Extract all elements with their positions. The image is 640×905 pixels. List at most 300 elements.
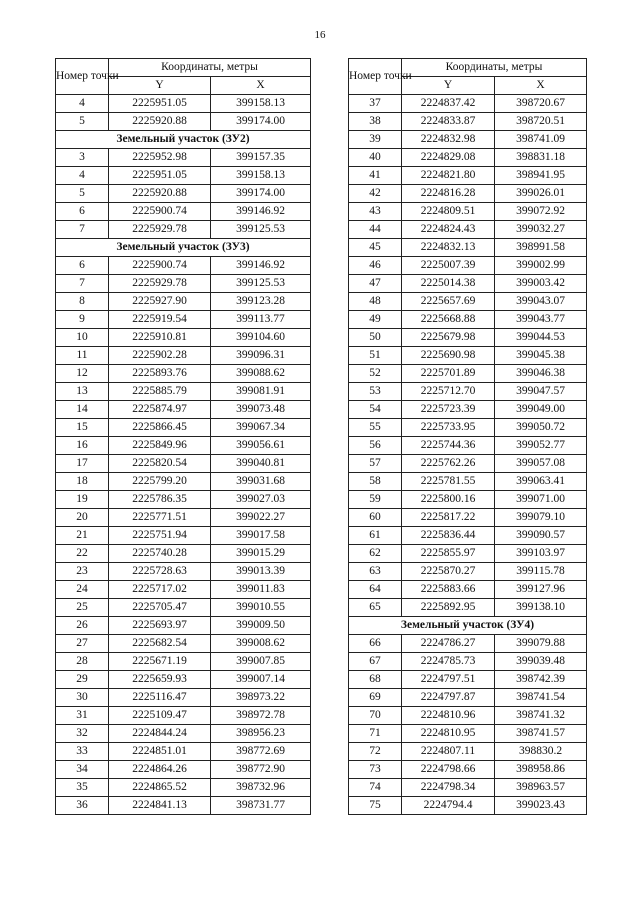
table-row xyxy=(56,653,311,671)
point-number-cell: 27 xyxy=(56,635,109,653)
point-number-cell: 9 xyxy=(56,311,109,329)
x-coordinate-cell: 399002.99 xyxy=(495,257,587,275)
y-coordinate-cell: 2225952.98 xyxy=(109,149,211,167)
coordinates-header: Координаты, метры xyxy=(402,59,587,77)
point-number-cell: 28 xyxy=(56,653,109,671)
point-number-cell: 24 xyxy=(56,581,109,599)
table-row xyxy=(56,743,311,761)
point-number-cell: 22 xyxy=(56,545,109,563)
y-coordinate-cell: 2225109.47 xyxy=(109,707,211,725)
x-coordinate-cell: 399026.01 xyxy=(495,185,587,203)
point-number-cell: 60 xyxy=(349,509,402,527)
point-number-cell: 26 xyxy=(56,617,109,635)
table-row xyxy=(56,401,311,419)
point-number-cell: 37 xyxy=(349,95,402,113)
x-coordinate-cell: 399017.58 xyxy=(211,527,311,545)
table-row xyxy=(349,707,587,725)
table-row xyxy=(56,311,311,329)
y-coordinate-cell: 2225836.44 xyxy=(402,527,495,545)
y-coordinate-cell: 2225712.70 xyxy=(402,383,495,401)
y-coordinate-cell: 2225900.74 xyxy=(109,257,211,275)
y-coordinate-cell: 2225014.38 xyxy=(402,275,495,293)
y-coordinate-cell: 2225786.35 xyxy=(109,491,211,509)
table-row xyxy=(56,347,311,365)
y-coordinate-cell: 2224821.80 xyxy=(402,167,495,185)
point-number-cell: 31 xyxy=(56,707,109,725)
point-number-cell: 5 xyxy=(56,185,109,203)
point-number-cell: 18 xyxy=(56,473,109,491)
y-coordinate-cell: 2225951.05 xyxy=(109,95,211,113)
point-number-cell: 41 xyxy=(349,167,402,185)
x-coordinate-cell: 398772.69 xyxy=(211,743,311,761)
x-coordinate-cell: 399067.34 xyxy=(211,419,311,437)
x-coordinate-cell: 399043.07 xyxy=(495,293,587,311)
x-coordinate-cell: 399096.31 xyxy=(211,347,311,365)
y-coordinate-cell: 2225866.45 xyxy=(109,419,211,437)
x-coordinate-cell: 399146.92 xyxy=(211,257,311,275)
y-coordinate-cell: 2224785.73 xyxy=(402,653,495,671)
y-coordinate-cell: 2225927.90 xyxy=(109,293,211,311)
y-coordinate-cell: 2225116.47 xyxy=(109,689,211,707)
y-coordinate-cell: 2224829.08 xyxy=(402,149,495,167)
point-number-cell: 45 xyxy=(349,239,402,257)
y-coordinate-cell: 2225893.76 xyxy=(109,365,211,383)
table-row xyxy=(349,347,587,365)
table-row xyxy=(56,563,311,581)
table-row xyxy=(56,185,311,203)
table-row xyxy=(349,149,587,167)
table-row xyxy=(349,653,587,671)
y-coordinate-cell: 2225701.89 xyxy=(402,365,495,383)
table-row xyxy=(349,509,587,527)
y-coordinate-cell: 2225740.28 xyxy=(109,545,211,563)
point-number-cell: 62 xyxy=(349,545,402,563)
point-number-cell: 15 xyxy=(56,419,109,437)
x-coordinate-cell: 399040.81 xyxy=(211,455,311,473)
y-coordinate-cell: 2224797.51 xyxy=(402,671,495,689)
y-coordinate-cell: 2225679.98 xyxy=(402,329,495,347)
table-row xyxy=(56,221,311,239)
y-coordinate-cell: 2224824.43 xyxy=(402,221,495,239)
table-row xyxy=(349,689,587,707)
table-row xyxy=(349,743,587,761)
table-row xyxy=(349,239,587,257)
point-number-cell: 71 xyxy=(349,725,402,743)
table-row xyxy=(349,257,587,275)
point-number-cell: 48 xyxy=(349,293,402,311)
x-coordinate-cell: 399044.53 xyxy=(495,329,587,347)
x-coordinate-cell: 399007.14 xyxy=(211,671,311,689)
y-coordinate-cell: 2225929.78 xyxy=(109,275,211,293)
y-coordinate-cell: 2225682.54 xyxy=(109,635,211,653)
y-coordinate-cell: 2225693.97 xyxy=(109,617,211,635)
table-row xyxy=(349,275,587,293)
point-number-cell: 32 xyxy=(56,725,109,743)
y-coordinate-cell: 2225885.79 xyxy=(109,383,211,401)
table-row xyxy=(56,527,311,545)
y-coordinate-cell: 2224832.98 xyxy=(402,131,495,149)
x-coordinate-cell: 399123.28 xyxy=(211,293,311,311)
table-row xyxy=(349,365,587,383)
x-coordinate-cell: 398991.58 xyxy=(495,239,587,257)
x-coordinate-cell: 398973.22 xyxy=(211,689,311,707)
x-coordinate-cell: 398741.54 xyxy=(495,689,587,707)
x-coordinate-cell: 398742.39 xyxy=(495,671,587,689)
table-row xyxy=(349,671,587,689)
table-row xyxy=(56,797,311,815)
y-coordinate-cell: 2224844.24 xyxy=(109,725,211,743)
x-coordinate-cell: 399008.62 xyxy=(211,635,311,653)
x-coordinate-cell: 399063.41 xyxy=(495,473,587,491)
table-row xyxy=(56,491,311,509)
point-number-cell: 3 xyxy=(56,149,109,167)
table-row xyxy=(56,203,311,221)
y-coordinate-cell: 2224798.66 xyxy=(402,761,495,779)
point-number-cell: 46 xyxy=(349,257,402,275)
point-number-header: Номер точки xyxy=(56,59,109,95)
x-coordinate-cell: 399127.96 xyxy=(495,581,587,599)
point-number-cell: 12 xyxy=(56,365,109,383)
y-coordinate-cell: 2224864.26 xyxy=(109,761,211,779)
x-coordinate-cell: 399046.38 xyxy=(495,365,587,383)
x-coordinate-cell: 399157.35 xyxy=(211,149,311,167)
table-row xyxy=(349,167,587,185)
x-coordinate-cell: 399113.77 xyxy=(211,311,311,329)
table-row xyxy=(349,419,587,437)
table-row xyxy=(349,797,587,815)
y-coordinate-cell: 2224798.34 xyxy=(402,779,495,797)
point-number-cell: 44 xyxy=(349,221,402,239)
x-coordinate-cell: 399022.27 xyxy=(211,509,311,527)
x-coordinate-cell: 399013.39 xyxy=(211,563,311,581)
y-coordinate-cell: 2225892.95 xyxy=(402,599,495,617)
point-number-cell: 40 xyxy=(349,149,402,167)
table-row xyxy=(349,635,587,653)
point-number-cell: 64 xyxy=(349,581,402,599)
table-row xyxy=(56,167,311,185)
table-row xyxy=(56,671,311,689)
x-coordinate-cell: 399138.10 xyxy=(495,599,587,617)
table-row xyxy=(56,617,311,635)
x-coordinate-cell: 398941.95 xyxy=(495,167,587,185)
y-coordinate-cell: 2225874.97 xyxy=(109,401,211,419)
point-number-cell: 59 xyxy=(349,491,402,509)
x-coordinate-cell: 399007.85 xyxy=(211,653,311,671)
x-coordinate-cell: 398831.18 xyxy=(495,149,587,167)
point-number-cell: 6 xyxy=(56,203,109,221)
y-coordinate-cell: 2225900.74 xyxy=(109,203,211,221)
x-coordinate-cell: 399052.77 xyxy=(495,437,587,455)
y-coordinate-cell: 2225855.97 xyxy=(402,545,495,563)
table-row xyxy=(56,545,311,563)
y-coordinate-cell: 2224810.95 xyxy=(402,725,495,743)
y-coordinate-cell: 2224786.27 xyxy=(402,635,495,653)
table-row xyxy=(349,563,587,581)
point-number-cell: 65 xyxy=(349,599,402,617)
point-number-cell: 13 xyxy=(56,383,109,401)
point-number-cell: 67 xyxy=(349,653,402,671)
table-row xyxy=(56,149,311,167)
x-coordinate-cell: 399015.29 xyxy=(211,545,311,563)
section-row xyxy=(349,617,587,635)
y-coordinate-cell: 2225883.66 xyxy=(402,581,495,599)
table-row xyxy=(349,491,587,509)
x-coordinate-cell: 399045.38 xyxy=(495,347,587,365)
x-coordinate-cell: 398741.09 xyxy=(495,131,587,149)
y-coordinate-cell: 2224809.51 xyxy=(402,203,495,221)
y-coordinate-cell: 2225951.05 xyxy=(109,167,211,185)
table-row xyxy=(56,419,311,437)
y-coordinate-cell: 2224807.11 xyxy=(402,743,495,761)
y-coordinate-cell: 2224851.01 xyxy=(109,743,211,761)
point-number-cell: 70 xyxy=(349,707,402,725)
point-number-cell: 74 xyxy=(349,779,402,797)
x-column-header: X xyxy=(211,77,311,95)
table-row xyxy=(56,635,311,653)
table-row xyxy=(56,95,311,113)
point-number-cell: 11 xyxy=(56,347,109,365)
page-number: 16 xyxy=(314,29,326,41)
point-number-cell: 58 xyxy=(349,473,402,491)
x-coordinate-cell: 399011.83 xyxy=(211,581,311,599)
point-number-cell: 56 xyxy=(349,437,402,455)
point-number-cell: 54 xyxy=(349,401,402,419)
y-coordinate-cell: 2225817.22 xyxy=(402,509,495,527)
point-number-cell: 6 xyxy=(56,257,109,275)
table-row xyxy=(56,707,311,725)
y-column-header: Y xyxy=(109,77,211,95)
y-coordinate-cell: 2225705.47 xyxy=(109,599,211,617)
point-number-header: Номер точки xyxy=(349,59,402,95)
point-number-cell: 23 xyxy=(56,563,109,581)
table-row xyxy=(56,455,311,473)
y-coordinate-cell: 2225744.36 xyxy=(402,437,495,455)
y-coordinate-cell: 2224794.4 xyxy=(402,797,495,815)
table-row xyxy=(56,761,311,779)
point-number-cell: 10 xyxy=(56,329,109,347)
x-coordinate-cell: 399056.61 xyxy=(211,437,311,455)
y-coordinate-cell: 2225733.95 xyxy=(402,419,495,437)
table-row xyxy=(56,329,311,347)
point-number-cell: 33 xyxy=(56,743,109,761)
y-coordinate-cell: 2225849.96 xyxy=(109,437,211,455)
x-coordinate-cell: 399174.00 xyxy=(211,113,311,131)
point-number-cell: 20 xyxy=(56,509,109,527)
table-row xyxy=(56,365,311,383)
coordinates-table-right xyxy=(348,58,587,815)
x-coordinate-cell: 399072.92 xyxy=(495,203,587,221)
x-coordinate-cell: 398732.96 xyxy=(211,779,311,797)
table-row xyxy=(349,581,587,599)
y-coordinate-cell: 2225929.78 xyxy=(109,221,211,239)
y-coordinate-cell: 2225771.51 xyxy=(109,509,211,527)
y-coordinate-cell: 2224797.87 xyxy=(402,689,495,707)
table-row xyxy=(56,509,311,527)
table-row xyxy=(56,689,311,707)
point-number-cell: 34 xyxy=(56,761,109,779)
point-number-cell: 30 xyxy=(56,689,109,707)
point-number-cell: 19 xyxy=(56,491,109,509)
x-coordinate-cell: 399146.92 xyxy=(211,203,311,221)
point-number-cell: 57 xyxy=(349,455,402,473)
x-coordinate-cell: 399039.48 xyxy=(495,653,587,671)
y-coordinate-cell: 2224833.87 xyxy=(402,113,495,131)
x-coordinate-cell: 398741.57 xyxy=(495,725,587,743)
x-coordinate-cell: 399079.10 xyxy=(495,509,587,527)
point-number-cell: 21 xyxy=(56,527,109,545)
x-coordinate-cell: 399081.91 xyxy=(211,383,311,401)
y-coordinate-cell: 2224837.42 xyxy=(402,95,495,113)
section-title: Земельный участок (ЗУ3) xyxy=(56,239,311,257)
table-row xyxy=(349,779,587,797)
point-number-cell: 73 xyxy=(349,761,402,779)
table-row xyxy=(349,761,587,779)
y-coordinate-cell: 2225799.20 xyxy=(109,473,211,491)
point-number-cell: 61 xyxy=(349,527,402,545)
table-row xyxy=(56,257,311,275)
table-row xyxy=(56,293,311,311)
table-row xyxy=(56,437,311,455)
y-coordinate-cell: 2225902.28 xyxy=(109,347,211,365)
table-row xyxy=(56,113,311,131)
y-coordinate-cell: 2225671.19 xyxy=(109,653,211,671)
x-coordinate-cell: 398958.86 xyxy=(495,761,587,779)
table-row xyxy=(56,599,311,617)
point-number-cell: 66 xyxy=(349,635,402,653)
x-coordinate-cell: 399125.53 xyxy=(211,221,311,239)
table-row xyxy=(56,581,311,599)
point-number-cell: 25 xyxy=(56,599,109,617)
point-number-cell: 5 xyxy=(56,113,109,131)
x-coordinate-cell: 398772.90 xyxy=(211,761,311,779)
y-coordinate-cell: 2225728.63 xyxy=(109,563,211,581)
table-row xyxy=(56,383,311,401)
x-coordinate-cell: 399003.42 xyxy=(495,275,587,293)
point-number-cell: 50 xyxy=(349,329,402,347)
table-row xyxy=(349,725,587,743)
y-coordinate-cell: 2225762.26 xyxy=(402,455,495,473)
point-number-cell: 53 xyxy=(349,383,402,401)
table-row xyxy=(349,545,587,563)
y-coordinate-cell: 2225910.81 xyxy=(109,329,211,347)
x-coordinate-cell: 398720.51 xyxy=(495,113,587,131)
y-coordinate-cell: 2225690.98 xyxy=(402,347,495,365)
x-coordinate-cell: 398963.57 xyxy=(495,779,587,797)
table-row xyxy=(349,203,587,221)
y-coordinate-cell: 2224810.96 xyxy=(402,707,495,725)
table-row xyxy=(349,455,587,473)
table-row xyxy=(56,473,311,491)
table-row xyxy=(349,293,587,311)
point-number-cell: 4 xyxy=(56,95,109,113)
x-coordinate-cell: 399125.53 xyxy=(211,275,311,293)
x-coordinate-cell: 398741.32 xyxy=(495,707,587,725)
x-coordinate-cell: 399158.13 xyxy=(211,167,311,185)
x-coordinate-cell: 399073.48 xyxy=(211,401,311,419)
point-number-cell: 14 xyxy=(56,401,109,419)
table-row xyxy=(56,779,311,797)
point-number-cell: 16 xyxy=(56,437,109,455)
table-row xyxy=(349,311,587,329)
y-coordinate-cell: 2225723.39 xyxy=(402,401,495,419)
x-coordinate-cell: 399043.77 xyxy=(495,311,587,329)
point-number-cell: 35 xyxy=(56,779,109,797)
table-row xyxy=(349,131,587,149)
point-number-cell: 49 xyxy=(349,311,402,329)
x-coordinate-cell: 399057.08 xyxy=(495,455,587,473)
x-coordinate-cell: 399079.88 xyxy=(495,635,587,653)
section-row xyxy=(56,239,311,257)
y-coordinate-cell: 2225717.02 xyxy=(109,581,211,599)
x-coordinate-cell: 399115.78 xyxy=(495,563,587,581)
y-coordinate-cell: 2224832.13 xyxy=(402,239,495,257)
x-coordinate-cell: 398972.78 xyxy=(211,707,311,725)
x-coordinate-cell: 399031.68 xyxy=(211,473,311,491)
point-number-cell: 75 xyxy=(349,797,402,815)
table-row xyxy=(56,275,311,293)
table-row xyxy=(349,599,587,617)
point-number-cell: 7 xyxy=(56,275,109,293)
point-number-cell: 47 xyxy=(349,275,402,293)
y-coordinate-cell: 2225920.88 xyxy=(109,113,211,131)
y-coordinate-cell: 2225800.16 xyxy=(402,491,495,509)
y-coordinate-cell: 2225870.27 xyxy=(402,563,495,581)
table-row xyxy=(56,725,311,743)
table-row xyxy=(349,401,587,419)
table-row xyxy=(349,113,587,131)
point-number-cell: 52 xyxy=(349,365,402,383)
x-coordinate-cell: 399047.57 xyxy=(495,383,587,401)
y-coordinate-cell: 2225659.93 xyxy=(109,671,211,689)
point-number-cell: 17 xyxy=(56,455,109,473)
x-column-header: X xyxy=(495,77,587,95)
point-number-cell: 72 xyxy=(349,743,402,761)
x-coordinate-cell: 399158.13 xyxy=(211,95,311,113)
point-number-cell: 7 xyxy=(56,221,109,239)
point-number-cell: 68 xyxy=(349,671,402,689)
coordinates-table-left xyxy=(55,58,311,815)
point-number-cell: 63 xyxy=(349,563,402,581)
y-coordinate-cell: 2224865.52 xyxy=(109,779,211,797)
point-number-cell: 51 xyxy=(349,347,402,365)
y-coordinate-cell: 2225657.69 xyxy=(402,293,495,311)
point-number-cell: 39 xyxy=(349,131,402,149)
table-row xyxy=(349,95,587,113)
table-row xyxy=(349,473,587,491)
y-coordinate-cell: 2225781.55 xyxy=(402,473,495,491)
point-number-cell: 4 xyxy=(56,167,109,185)
section-title: Земельный участок (ЗУ2) xyxy=(56,131,311,149)
coordinates-header: Координаты, метры xyxy=(109,59,311,77)
point-number-cell: 8 xyxy=(56,293,109,311)
x-coordinate-cell: 399174.00 xyxy=(211,185,311,203)
x-coordinate-cell: 398720.67 xyxy=(495,95,587,113)
x-coordinate-cell: 399009.50 xyxy=(211,617,311,635)
table-row xyxy=(349,383,587,401)
table-row xyxy=(349,437,587,455)
x-coordinate-cell: 399071.00 xyxy=(495,491,587,509)
section-title: Земельный участок (ЗУ4) xyxy=(349,617,587,635)
y-coordinate-cell: 2225751.94 xyxy=(109,527,211,545)
x-coordinate-cell: 399049.00 xyxy=(495,401,587,419)
x-coordinate-cell: 399050.72 xyxy=(495,419,587,437)
y-coordinate-cell: 2224841.13 xyxy=(109,797,211,815)
x-coordinate-cell: 399090.57 xyxy=(495,527,587,545)
x-coordinate-cell: 399027.03 xyxy=(211,491,311,509)
point-number-cell: 43 xyxy=(349,203,402,221)
x-coordinate-cell: 398830.2 xyxy=(495,743,587,761)
point-number-cell: 36 xyxy=(56,797,109,815)
